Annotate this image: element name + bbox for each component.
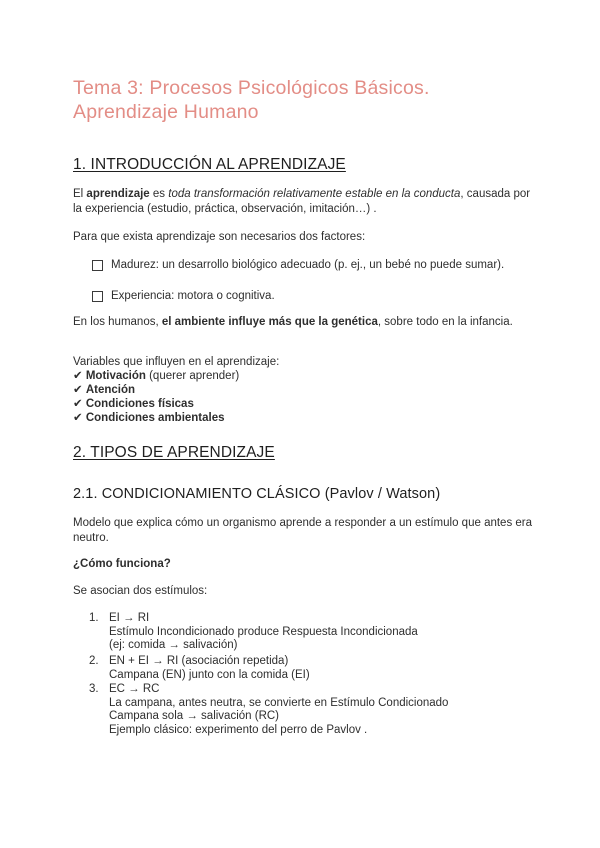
environment-pre: En los humanos, [73,316,162,328]
variable-item [73,397,194,411]
definition-mid: es [149,188,169,200]
step-number: 3. [89,683,99,695]
definition-term: aprendizaje [86,188,150,200]
variable-name: Condiciones ambientales [85,412,225,424]
document-title [73,76,543,124]
variable-item [73,369,239,383]
step-number: 1. [89,612,99,624]
environment-paragraph [73,315,533,330]
check-icon: ✔ [73,412,83,424]
variable-item [73,383,135,397]
step-line: Campana sola → salivación (RC) [109,710,280,722]
step-body [109,683,539,737]
step-line: EC → RC [109,683,160,695]
factor-item [92,258,522,273]
definition-italic: toda transformación relativamente estable en la conducta [168,188,461,200]
step-body [109,655,539,682]
environment-bold: el ambiente influye más que la genética [161,316,378,328]
variable-name: Atención [85,384,136,396]
subsection-heading: 2.1. CONDICIONAMIENTO CLÁSICO (Pavlov / Watson) [73,486,441,502]
how-label-text: ¿Cómo funciona? [73,558,171,570]
definition-pre: El [73,188,87,200]
section-1-heading: 1. INTRODUCCIÓN AL APRENDIZAJE [73,156,346,173]
factor-item [92,289,522,304]
title-line-1: Tema 3: Procesos Psicológicos Básicos. [73,77,430,99]
variables-intro: Variables que influyen en el aprendizaje: [73,356,280,368]
title-line-2: Aprendizaje Humano [73,101,259,123]
step-line: EI → RI [109,612,150,624]
check-icon: ✔ [73,398,83,410]
variable-item [73,411,225,425]
factors-intro: Para que exista aprendizaje son necesarios dos factores: [73,231,366,243]
step-line: EN + EI → RI (asociación repetida) [109,655,289,667]
variable-name: Motivación [85,370,146,382]
factor-text: Madurez: un desarrollo biológico adecuado (p. ej., un bebé no puede sumar). [111,259,505,271]
step-body [109,612,539,653]
model-intro: Modelo que explica cómo un organismo aprende a responder a un estímulo que antes era neutro. [73,517,533,544]
how-label [73,557,533,572]
checkbox-icon[interactable] [92,291,103,302]
environment-post: , sobre todo en la infancia. [377,316,513,328]
factor-text: Experiencia: motora o cognitiva. [111,290,275,302]
step-number: 2. [89,655,99,667]
step-line: La campana, antes neutra, se convierte en Estímulo Condicionado [109,696,449,709]
check-icon: ✔ [73,384,83,396]
check-icon: ✔ [73,370,83,382]
step-line: (ej: comida → salivación) [109,639,238,651]
step-line: Estímulo Incondicionado produce Respuesta Incondicionada [109,625,418,638]
section-2-heading: 2. TIPOS DE APRENDIZAJE [73,444,275,461]
variable-detail: (querer aprender) [145,370,240,382]
step-line: Ejemplo clásico: experimento del perro de Pavlov . [109,723,368,736]
definition-paragraph [73,187,533,216]
step-line: Campana (EN) junto con la comida (EI) [109,668,310,681]
variable-name: Condiciones físicas [85,398,194,410]
checkbox-icon[interactable] [92,260,103,271]
definition-post: , causada por la experiencia (estudio, práctica, observación, imitación…) . [73,188,531,215]
association-intro: Se asocian dos estímulos: [73,585,208,597]
